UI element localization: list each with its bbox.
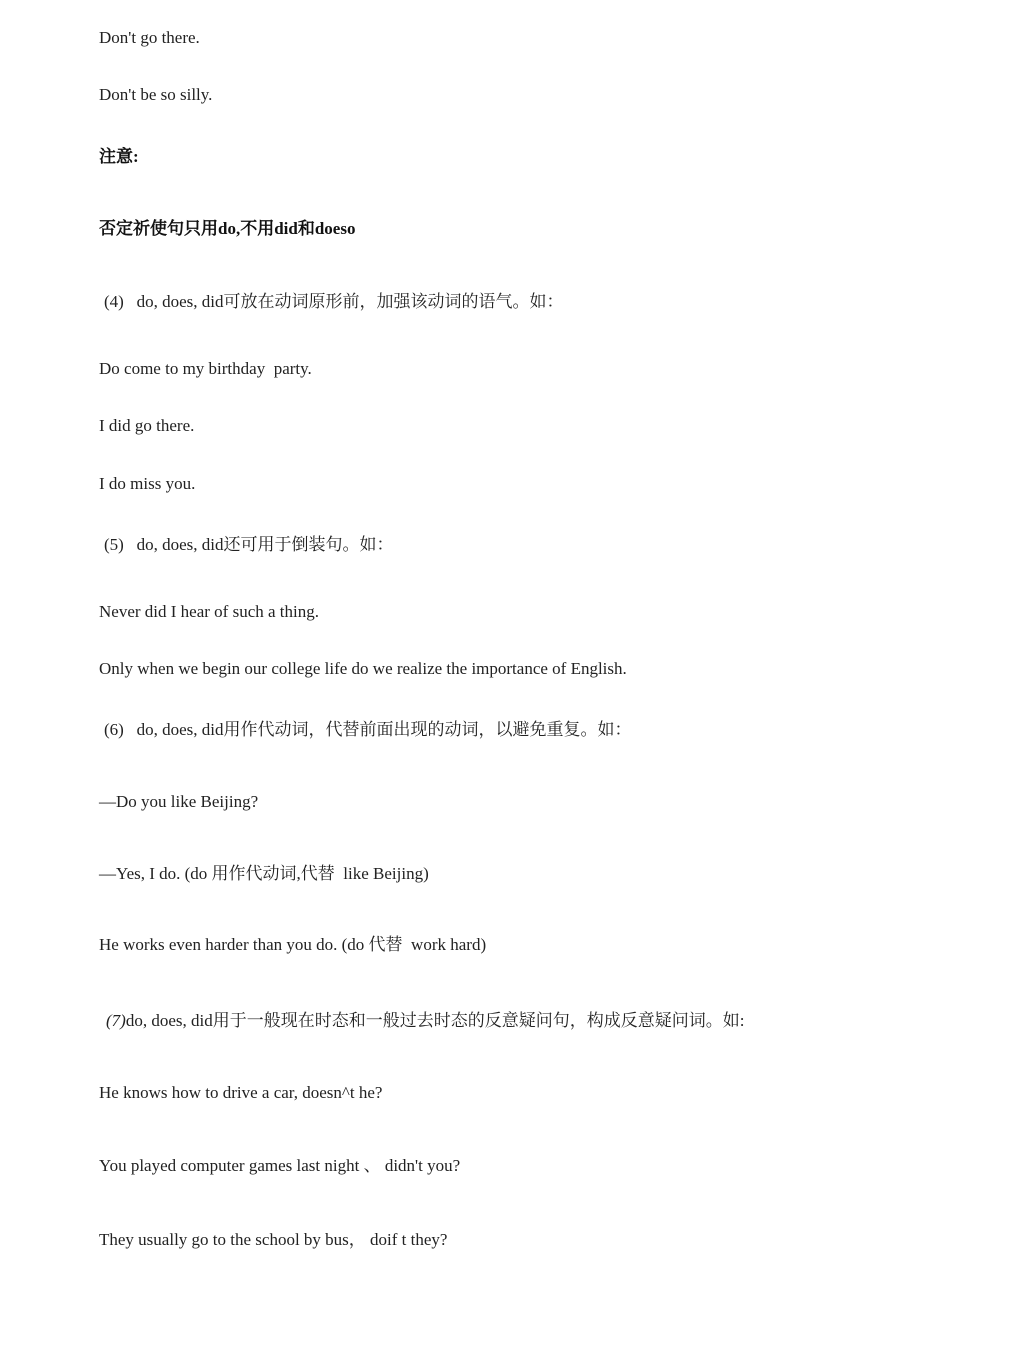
example-sentence: I do miss you. <box>99 474 196 493</box>
example-sentence: Never did I hear of such a thing. <box>99 602 319 621</box>
rule-heading <box>106 1010 744 1032</box>
example-sentence: You played computer games last night 、 didn't you? <box>99 1156 461 1175</box>
example-sentence: Don't go there. <box>99 28 200 47</box>
rule-heading: (4) do, does, did可放在动词原形前，加强该动词的语气。如： <box>104 292 564 311</box>
example-sentence: Do come to my birthday party. <box>99 359 312 378</box>
note-text: 否定祈使句只用do,不用did和doeso <box>99 219 356 238</box>
example-sentence: Don't be so silly. <box>99 85 213 104</box>
example-sentence: He works even harder than you do. (do 代替 work hard) <box>99 935 487 954</box>
example-sentence: They usually go to the school by bus， doif t they? <box>99 1230 448 1249</box>
rule-number: (7) <box>106 1011 126 1030</box>
example-sentence: He knows how to drive a car, doesn^t he? <box>99 1083 383 1102</box>
dialogue-line: —Yes, I do. (do 用作代动词,代替 like Beijing) <box>99 864 429 883</box>
rule-text: do, does, did用于一般现在时态和一般过去时态的反意疑问句，构成反意疑问词。如: <box>125 1011 745 1030</box>
rule-heading: (5) do, does, did还可用于倒装句。如： <box>104 535 394 554</box>
note-heading: 注意: <box>99 147 139 166</box>
dialogue-line: —Do you like Beijing? <box>99 792 259 811</box>
example-sentence: I did go there. <box>99 416 195 435</box>
example-sentence: Only when we begin our college life do we realize the importance of English. <box>99 659 627 678</box>
rule-heading: (6) do, does, did用作代动词，代替前面出现的动词，以避免重复。如： <box>104 720 632 739</box>
